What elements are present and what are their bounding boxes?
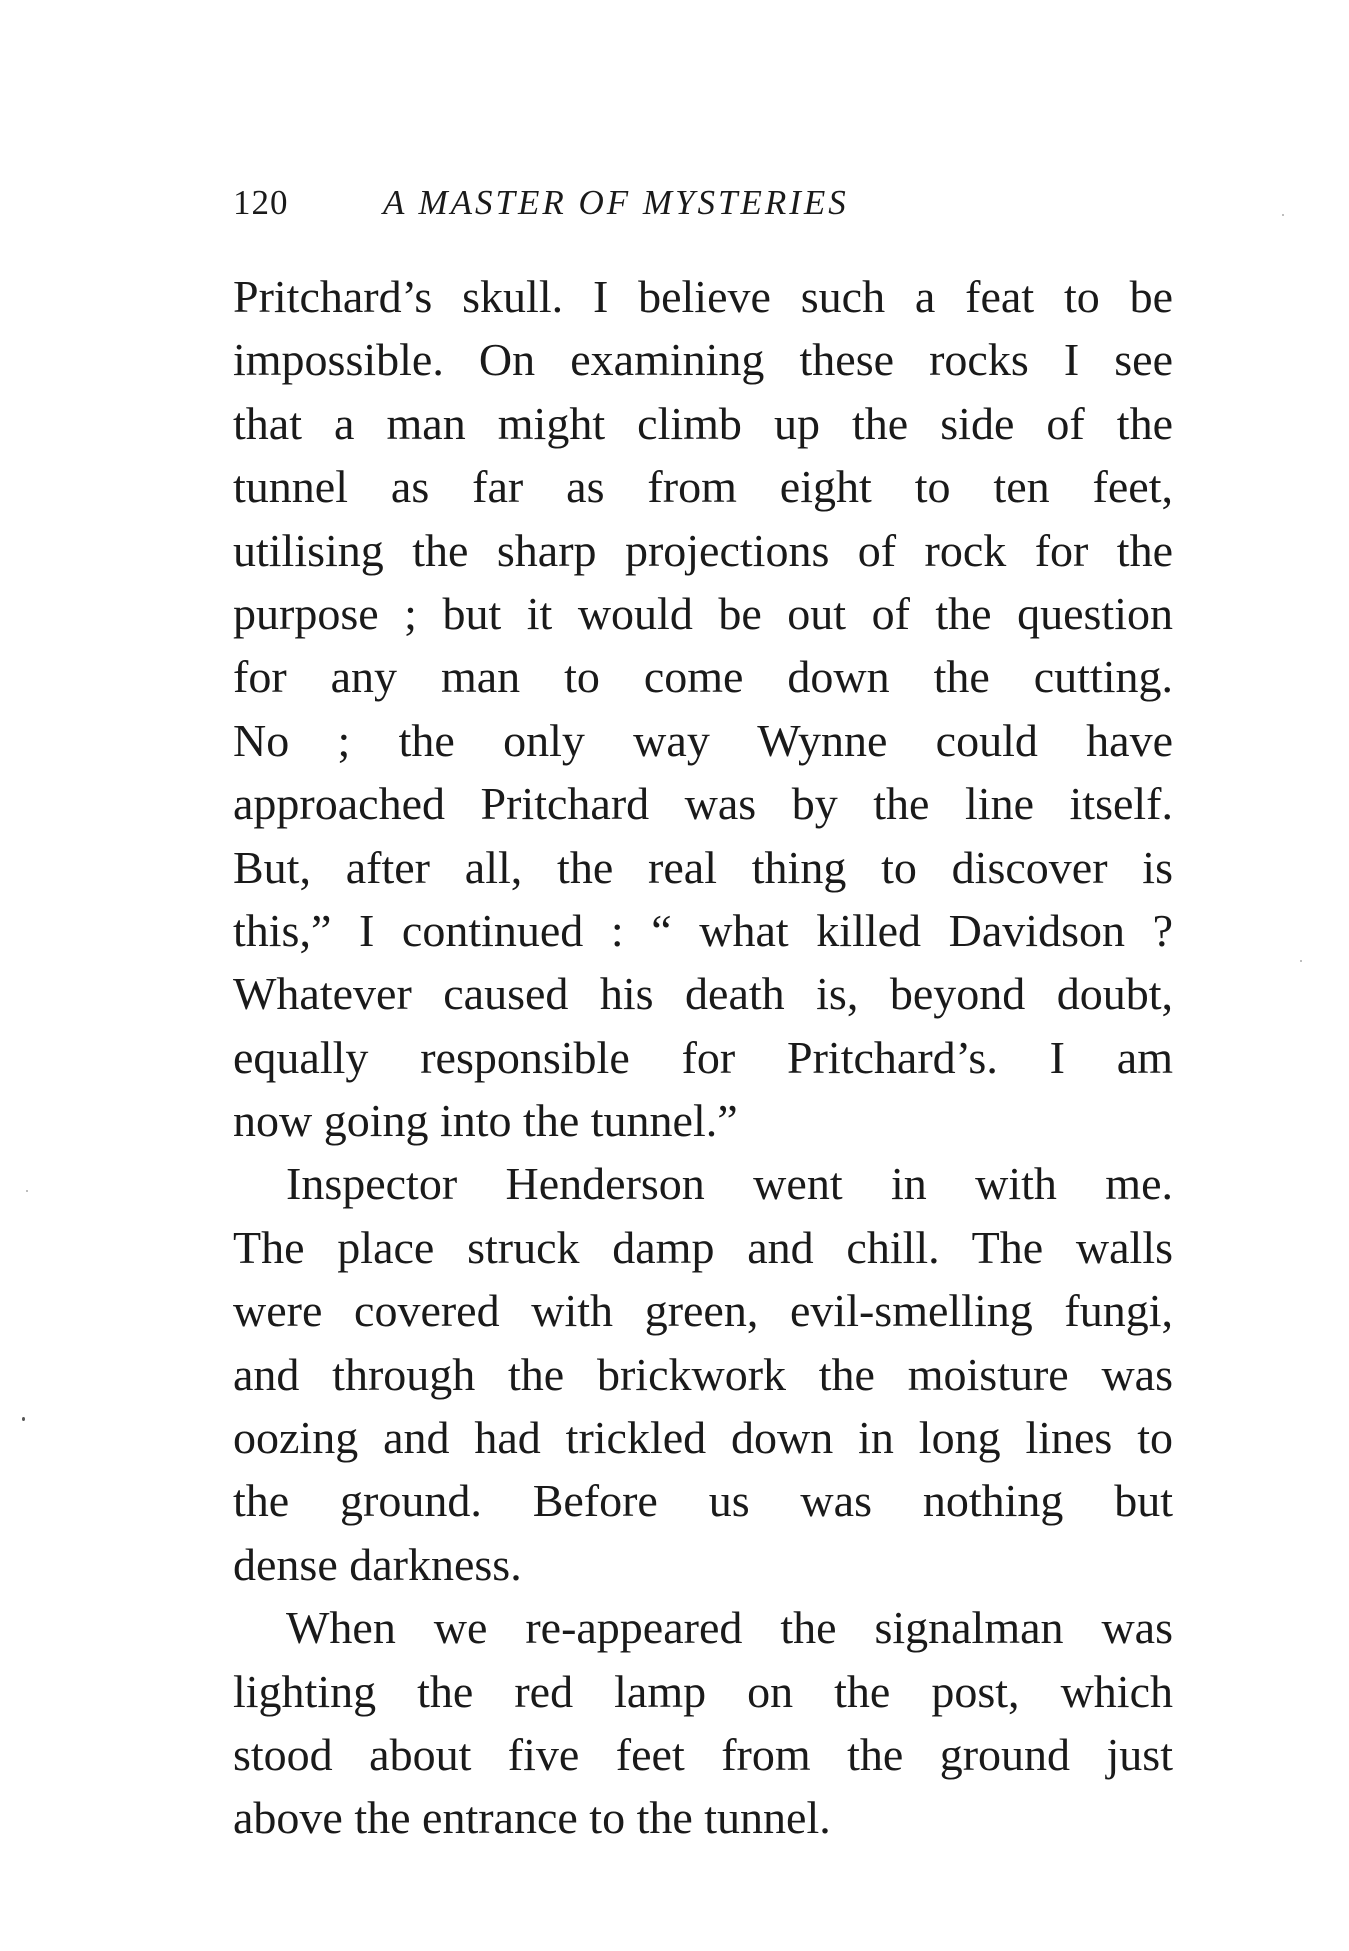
running-head — [233, 178, 1173, 228]
paragraph-1 — [233, 265, 1173, 1152]
text-line: approached Pritchard was by the line itself. — [233, 778, 1173, 830]
paragraph-3 — [233, 1596, 1173, 1850]
text-line: The place struck damp and chill. The walls — [233, 1221, 1173, 1273]
text-line: No ; the only way Wynne could have — [233, 714, 1173, 766]
text-line: impossible. On examining these rocks I see — [233, 334, 1173, 386]
text-line: now going into the tunnel.” — [233, 1095, 738, 1147]
text-line: utilising the sharp projections of rock for the — [233, 524, 1173, 576]
text-line: When we re-appeared the signalman was — [286, 1602, 1173, 1654]
text-line: this,” I continued : “ what killed Davidson ? — [233, 904, 1173, 956]
body-text — [233, 265, 1173, 1850]
text-line: for any man to come down the cutting. — [233, 651, 1173, 703]
scan-speck — [1300, 960, 1302, 962]
text-line: and through the brickwork the moisture was — [233, 1348, 1173, 1400]
text-line: that a man might climb up the side of the — [233, 397, 1173, 449]
text-line: the ground. Before us was nothing but — [233, 1475, 1173, 1527]
text-line: were covered with green, evil-smelling fungi, — [233, 1285, 1173, 1337]
text-line: stood about five feet from the ground just — [233, 1728, 1173, 1780]
book-title: A MASTER OF MYSTERIES — [383, 183, 849, 222]
page-number: 120 — [233, 183, 289, 222]
text-line: purpose ; but it would be out of the question — [233, 587, 1173, 639]
scan-speck — [26, 1190, 28, 1192]
text-line: above the entrance to the tunnel. — [233, 1792, 831, 1844]
text-line: Inspector Henderson went in with me. — [286, 1158, 1173, 1210]
text-line: Whatever caused his death is, beyond doubt, — [233, 968, 1173, 1020]
text-line: tunnel as far as from eight to ten feet, — [233, 461, 1173, 513]
text-line: dense darkness. — [233, 1538, 522, 1590]
text-line: equally responsible for Pritchard’s. I am — [233, 1031, 1173, 1083]
text-line: oozing and had trickled down in long lines to — [233, 1412, 1173, 1464]
text-line: Pritchard’s skull. I believe such a feat to be — [233, 271, 1173, 322]
text-line: But, after all, the real thing to discover is — [233, 841, 1173, 893]
scan-speck — [22, 1417, 25, 1421]
paragraph-2 — [233, 1152, 1173, 1596]
scan-speck — [1282, 214, 1284, 216]
text-line: lighting the red lamp on the post, which — [233, 1665, 1173, 1717]
